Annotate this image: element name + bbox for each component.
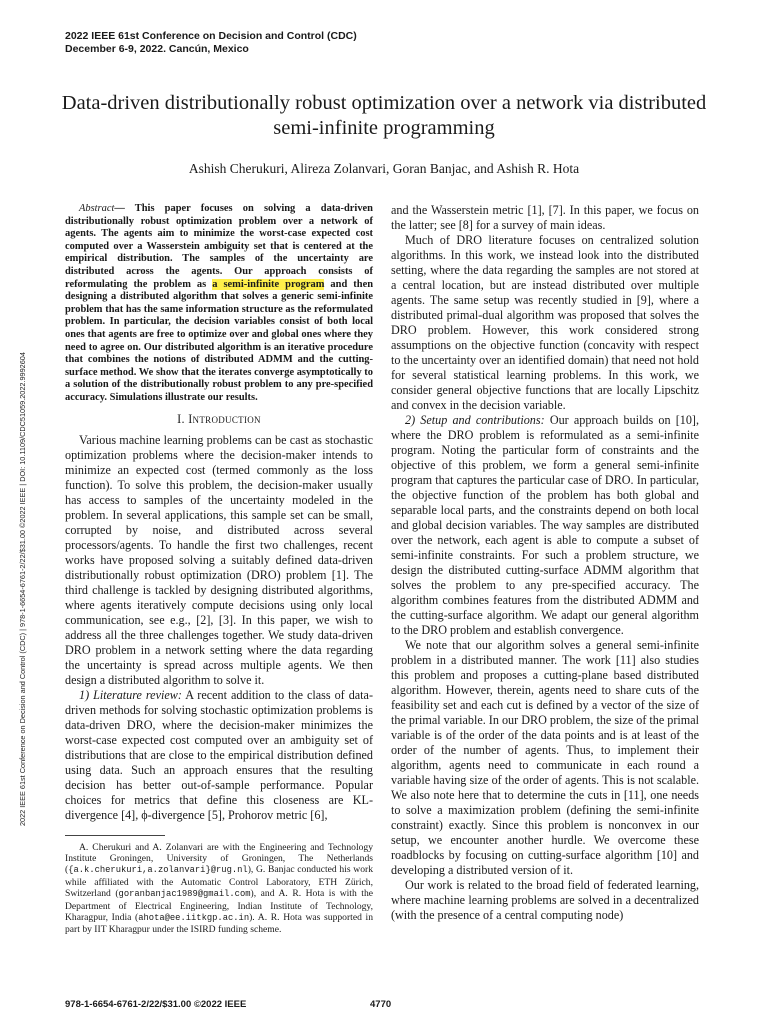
footnote-part-2: ), G. Banjac conducted his work while affiliated with the Automatic Control Laboratory, ETH Zürich, Switzerland ( — [65, 864, 373, 900]
conference-name: 2022 IEEE 61st Conference on Decision and Control (CDC) — [65, 30, 357, 42]
right-column — [391, 203, 699, 923]
footnote-email-1: {a.k.cherukuri,a.zolanvari}@rug.nl — [68, 865, 248, 876]
abstract-highlight: a semi-infinite program — [212, 278, 325, 290]
paper-title: Data-driven distributionally robust optimization over a network via distributed semi-infinite programming — [61, 92, 707, 139]
conference-dates: December 6-9, 2022. Cancún, Mexico — [65, 43, 249, 55]
right-paragraph-4: Our work is related to the broad field of federated learning, where machine learning problems are solved in a decentralized (with the presence of a central computing node) — [391, 878, 699, 922]
right-paragraph-1: Much of DRO literature focuses on centralized solution algorithms. In this work, we instead look into the distributed setting, where the data regarding the samples are not stored at a central location, but are instead distributed over multiple agents. The same setup was recently studied in [9], where a distributed primal-dual algorithm was proposed that solves the DRO problem. However, this work considered strong assumptions on the objective function (concavity with respect to the uncertainty over an identified domain) that need not hold for several statistical learning problems. In this work, we consider general objective functions that are locally Lipschitz and convex in the decision variable. — [391, 233, 699, 412]
side-copyright-notice — [18, 205, 28, 835]
footnote-part-3: ), and A. R. Hota is with the Department of Electrical Engineering, Indian Institute of Technology, Kharagpur, India ( — [65, 888, 374, 923]
literature-review-text: A recent addition to the class of data-driven methods for solving stochastic optimization problems is data-driven DRO, where the decision-maker minimizes the worst-case expected cost computed over an ambiguity set of distributions that are close to the empirical distribution defined using data. Such an approach ensures that the resulting decision has better out-of-sample performance. Popular choices for metrics that define this closeness are KL-divergence [4], ϕ-divergence [5], Prohorov metric [6], — [65, 687, 373, 822]
setup-contributions-paragraph — [391, 413, 699, 638]
literature-review-label: 1) Literature review: — [79, 687, 182, 702]
footnote-email-3: ahota@ee.iitkgp.ac.in — [138, 912, 250, 923]
footnote-email-2: goranbanjac1989@gmail.com — [118, 889, 251, 900]
conference-header — [65, 30, 357, 56]
literature-review-paragraph — [65, 688, 373, 823]
footnote-rule — [65, 835, 165, 836]
right-paragraph-0: and the Wasserstein metric [1], [7]. In this paper, we focus on the latter; see [8] for a survey of main ideas. — [391, 203, 699, 232]
setup-contributions-text: Our approach builds on [10], where the DRO problem is reformulated as a semi-infinite program. Noting the particular form of constraints and the objective of this problem, we form a general semi-infinite program that captures the particular case of DRO. In particular, the objective function of the problem has both global and separable local parts, and the constraints depend on both local and global decision variables. The way samples are distributed over the network, each agent is able to compute a subset of semi-infinite constraints. For such a problem structure, we design the distributed cutting-surface ADMM algorithm that solves the problem to any pre-specified accuracy. The algorithm combines features from the distributed ADMM and the cutting-surface algorithm. We adapt our general algorithm to the DRO problem and establish convergence. — [391, 413, 699, 637]
page-number: 4770 — [370, 999, 392, 1010]
intro-paragraph-1: Various machine learning problems can be cast as stochastic optimization problems where the decision-maker intends to minimize an expected cost (termed commonly as the loss function). To solve this problem, the decision-maker usually has access to samples of the uncertainty modeled in the problem. In several applications, this sample set can be small, corrupted by noise, and distributed across several processors/agents. To handle the first two challenges, recent works have proposed solving a suitably defined data-driven distributionally robust optimization (DRO) problem [1]. The third challenge is tackled by designing distributed algorithms, where agents iteratively compute decisions using only local communication, see e.g., [2], [3]. In this paper, we wish to address all the three challenges together. We study data-driven DRO problem in a network setting where the data regarding the uncertainty is spread across multiple agents. We then design a distributed algorithm to solve it. — [65, 432, 373, 687]
left-column — [65, 203, 373, 936]
abstract-text-1: — This paper focuses on solving a data-driven distributionally robust optimization problem over a network of agents. The agents aim to minimize the worst-case expected cost computed over a Wasserstein ambiguity set that is centered at the empirical distribution. The samples of the uncertainty are distributed across the agents. Our approach consists of reformulating the problem as — [65, 203, 373, 290]
footnote-part-1: A. Cherukuri and A. Zolanvari are with the Engineering and Technology Institute Groningen, University of Groningen, The Netherlands ( — [65, 841, 373, 876]
abstract-text-2: and then designing a distributed algorithm that solves a generic semi-infinite problem that has the same information structure as the reformulated problem. In particular, the decision variables consist of both local ones that agents are free to optimize over and global ones where they need to agree on. Our distributed algorithm is an iterative procedure that combines the notions of distributed ADMM and the cutting-surface method. We show that the iterates converge asymptotically to a solution of the distributionally robust problem to any pre-specified accuracy. Simulations illustrate our results. — [65, 278, 374, 403]
abstract-label: Abstract — [79, 203, 115, 214]
setup-contributions-label: 2) Setup and contributions: — [405, 413, 545, 427]
side-notice-text: 2022 IEEE 61st Conference on Decision and Control (CDC) | 978-1-6654-6761-2/22/$31.00 ©2022 IEEE | DOI: 10.1109/CDC51059.2022.9992604 — [18, 352, 27, 826]
abstract — [65, 203, 373, 405]
footer-isbn: 978-1-6654-6761-2/22/$31.00 ©2022 IEEE — [65, 999, 247, 1010]
footnote-part-4: ). A. R. Hota was supported in part by IIT Kharagpur under the ISIRD funding scheme. — [65, 911, 373, 936]
paper-authors: Ashish Cherukuri, Alireza Zolanvari, Goran Banjac, and Ashish R. Hota — [188, 161, 580, 176]
right-paragraph-3: We note that our algorithm solves a general semi-infinite problem in a distributed manner. The work [11] also studies this problem and proposes a cutting-plane based distributed algorithm. However, therein, agents need to share cuts of the feasibility set and each cut is defined by a vector of the size of the primal variable. In our DRO problem, the size of the primal variable is of the order of the data points and is at least of the order of the number of agents. Thus, to implement their algorithm, agents need to communicate in each round a variable having size of the order of agents. This is not scalable. We also note here that to determine the cuts in [11], one needs to solve a maximization problem (defining the semi-infinite constraint) exactly. Since this problem is nonconvex in our setup, we encounter another hurdle. We overcome these roadblocks by focusing on cutting-surface algorithm [10] and developing a distributed version of it. — [391, 638, 699, 877]
affiliation-footnote — [65, 842, 373, 936]
section-heading-introduction: I. Introduction — [177, 411, 261, 426]
